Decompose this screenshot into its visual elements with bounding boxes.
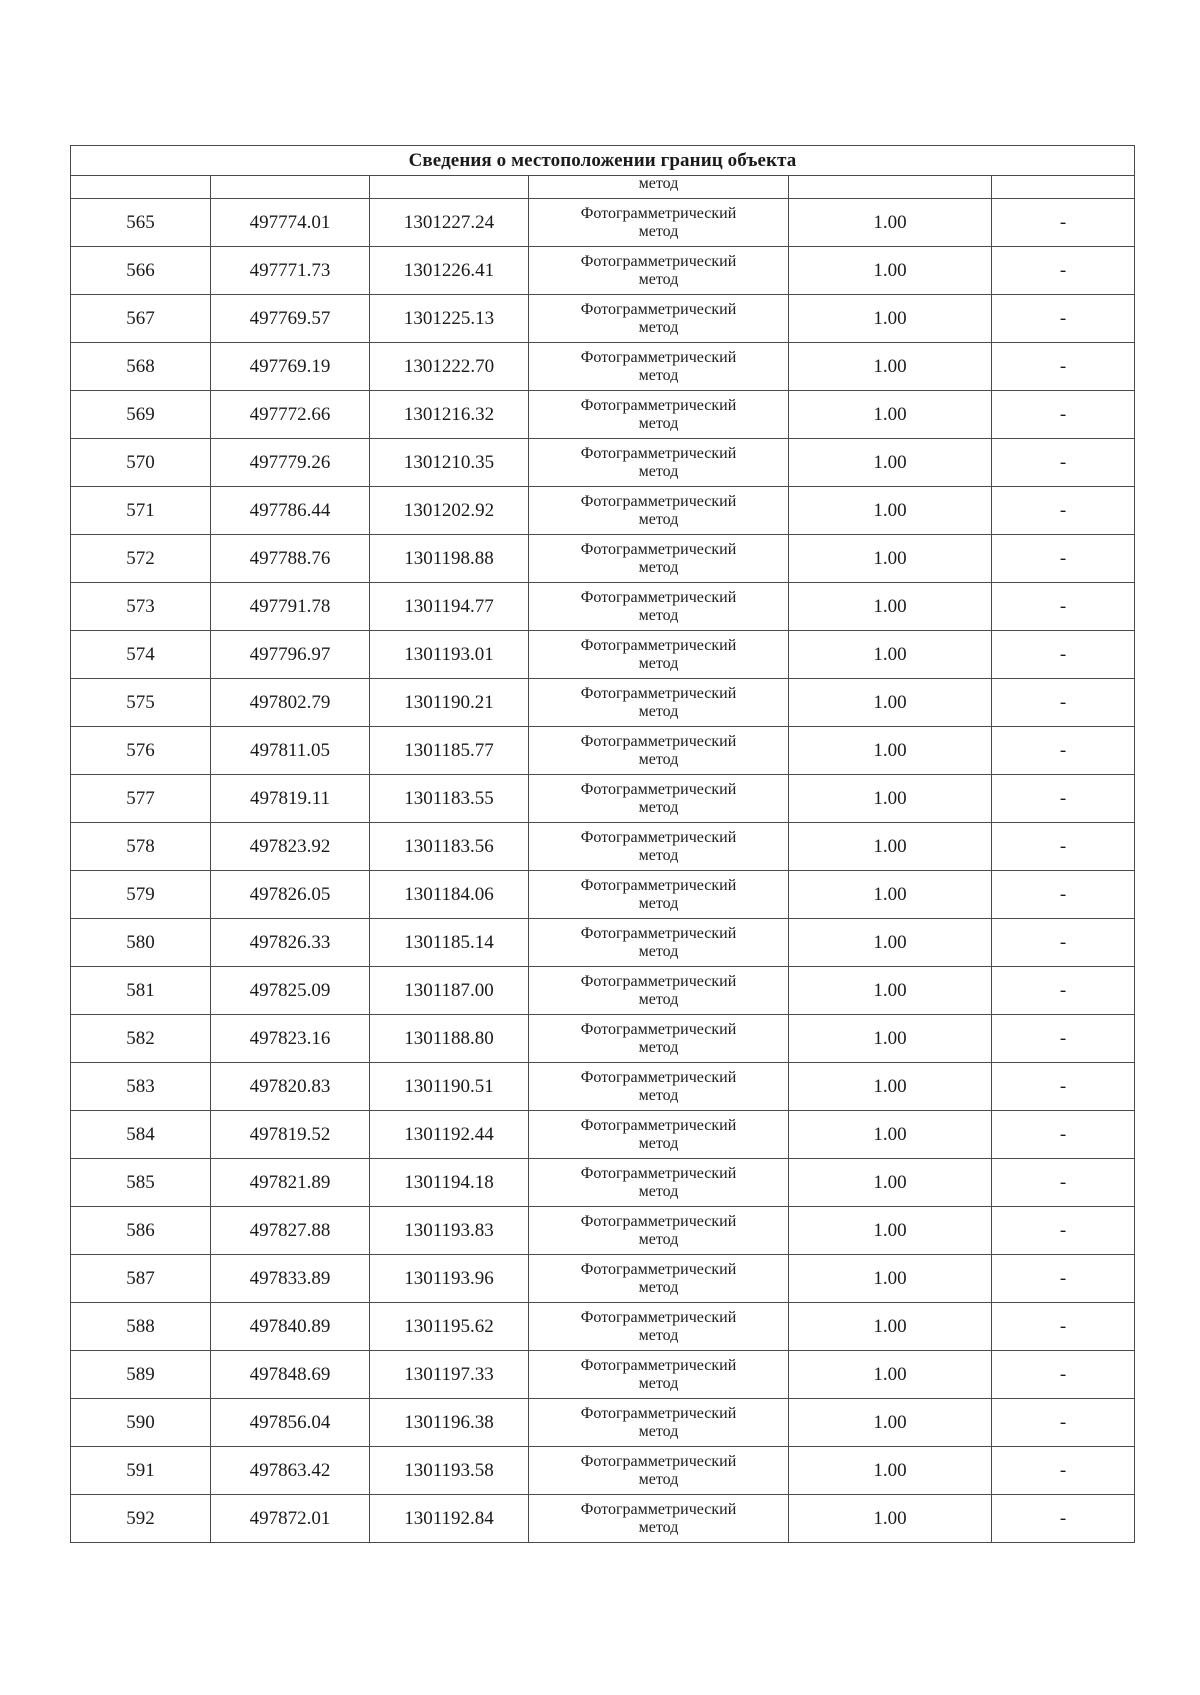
method-line-2: метод — [638, 1038, 679, 1056]
cell-description: - — [992, 823, 1135, 871]
cell-num: 565 — [71, 199, 211, 247]
cell-x: 497825.09 — [211, 967, 370, 1015]
cell-method — [529, 487, 789, 535]
cell-y: 1301193.96 — [370, 1255, 529, 1303]
method-line-1: Фотограмметрический — [580, 732, 737, 750]
cell-method — [529, 1495, 789, 1543]
cell-method — [529, 1159, 789, 1207]
cell-method — [529, 583, 789, 631]
method-line-1: Фотограмметрический — [580, 1500, 737, 1518]
cell-accuracy: 1.00 — [789, 487, 992, 535]
cell-method — [529, 823, 789, 871]
cell-method — [529, 343, 789, 391]
cell-method — [529, 919, 789, 967]
cell-method — [529, 1399, 789, 1447]
cell-accuracy: 1.00 — [789, 1207, 992, 1255]
cell-x: 497827.88 — [211, 1207, 370, 1255]
cell-x: 497796.97 — [211, 631, 370, 679]
cell-description: - — [992, 535, 1135, 583]
cell-x: 497774.01 — [211, 199, 370, 247]
continuation-row — [71, 176, 1135, 199]
method-line-2: метод — [638, 606, 679, 624]
cell-description: - — [992, 247, 1135, 295]
cell-accuracy: 1.00 — [789, 1255, 992, 1303]
table-row — [71, 919, 1135, 967]
cell-x: 497820.83 — [211, 1063, 370, 1111]
method-line-1: Фотограмметрический — [580, 972, 737, 990]
method-line-2: метод — [638, 750, 679, 768]
cell-description: - — [992, 775, 1135, 823]
method-line-1: Фотограмметрический — [580, 876, 737, 894]
method-line-2: метод — [638, 1374, 679, 1392]
cell-description: - — [992, 583, 1135, 631]
table-row — [71, 295, 1135, 343]
method-line-2: метод — [638, 270, 679, 288]
cell-num: 588 — [71, 1303, 211, 1351]
cell-accuracy: 1.00 — [789, 535, 992, 583]
cell-method — [529, 679, 789, 727]
cell-y: 1301183.55 — [370, 775, 529, 823]
cell-accuracy: 1.00 — [789, 391, 992, 439]
cell-x: 497819.11 — [211, 775, 370, 823]
table-row — [71, 679, 1135, 727]
cell-description: - — [992, 391, 1135, 439]
cell-accuracy: 1.00 — [789, 1063, 992, 1111]
cell-accuracy: 1.00 — [789, 1399, 992, 1447]
cell-y: 1301222.70 — [370, 343, 529, 391]
cell-y: 1301196.38 — [370, 1399, 529, 1447]
cell-accuracy: 1.00 — [789, 343, 992, 391]
cell-num: 589 — [71, 1351, 211, 1399]
cell-y: 1301210.35 — [370, 439, 529, 487]
cell-description: - — [992, 1447, 1135, 1495]
cell-num: 575 — [71, 679, 211, 727]
cell-y: 1301193.01 — [370, 631, 529, 679]
cell-accuracy: 1.00 — [789, 199, 992, 247]
cell-method — [529, 727, 789, 775]
cell-num: 591 — [71, 1447, 211, 1495]
cell-description: - — [992, 727, 1135, 775]
cell-num: 574 — [71, 631, 211, 679]
table-row — [71, 1303, 1135, 1351]
cell-method — [529, 1063, 789, 1111]
cell-method — [529, 1255, 789, 1303]
method-line-1: Фотограмметрический — [580, 1452, 737, 1470]
table-row — [71, 1495, 1135, 1543]
cell-x: 497791.78 — [211, 583, 370, 631]
cell-num: 567 — [71, 295, 211, 343]
table-row — [71, 1255, 1135, 1303]
cell-description: - — [992, 487, 1135, 535]
table-row — [71, 631, 1135, 679]
cell-description: - — [992, 871, 1135, 919]
cell-y: 1301195.62 — [370, 1303, 529, 1351]
cell-num: 577 — [71, 775, 211, 823]
cell-description: - — [992, 199, 1135, 247]
cell-description: - — [992, 1015, 1135, 1063]
cell-method — [529, 295, 789, 343]
table-title-row — [71, 146, 1135, 176]
cell-accuracy: 1.00 — [789, 247, 992, 295]
cell-x: 497786.44 — [211, 487, 370, 535]
cell-accuracy: 1.00 — [789, 727, 992, 775]
method-line-1: Фотограмметрический — [580, 540, 737, 558]
method-line-1: Фотограмметрический — [580, 1116, 737, 1134]
cell-num: 584 — [71, 1111, 211, 1159]
cell-description: - — [992, 679, 1135, 727]
cell-x: 497826.33 — [211, 919, 370, 967]
table-row — [71, 775, 1135, 823]
cell-x: 497779.26 — [211, 439, 370, 487]
table-row — [71, 343, 1135, 391]
cell-y: 1301184.06 — [370, 871, 529, 919]
method-line-1: Фотограмметрический — [580, 396, 737, 414]
table-row — [71, 535, 1135, 583]
method-line-2: метод — [638, 222, 679, 240]
table-row — [71, 1159, 1135, 1207]
cell-x: 497823.16 — [211, 1015, 370, 1063]
method-line-1: Фотограмметрический — [580, 828, 737, 846]
method-line-1: Фотограмметрический — [580, 1356, 737, 1374]
cell-accuracy: 1.00 — [789, 631, 992, 679]
table-row — [71, 487, 1135, 535]
method-line-1: Фотограмметрический — [580, 252, 737, 270]
cell-num: 581 — [71, 967, 211, 1015]
table-row — [71, 967, 1135, 1015]
cell-x: 497772.66 — [211, 391, 370, 439]
method-line-2: метод — [638, 1230, 679, 1248]
method-line-2: метод — [638, 1086, 679, 1104]
method-line-1: Фотограмметрический — [580, 588, 737, 606]
cell-description: - — [992, 631, 1135, 679]
cell-y: 1301188.80 — [370, 1015, 529, 1063]
cell-method-tail: метод — [529, 176, 789, 199]
table-row — [71, 439, 1135, 487]
cell-method — [529, 967, 789, 1015]
table-row — [71, 871, 1135, 919]
table-row — [71, 1399, 1135, 1447]
cell-accuracy: 1.00 — [789, 967, 992, 1015]
cell-description: - — [992, 967, 1135, 1015]
cell-num: 578 — [71, 823, 211, 871]
cell-description: - — [992, 919, 1135, 967]
cell-num: 571 — [71, 487, 211, 535]
method-line-2: метод — [638, 1134, 679, 1152]
cell-method — [529, 871, 789, 919]
cell-method — [529, 391, 789, 439]
cell-method — [529, 1015, 789, 1063]
table-row — [71, 1351, 1135, 1399]
method-line-2: метод — [638, 462, 679, 480]
cell-method — [529, 631, 789, 679]
cell-num: 590 — [71, 1399, 211, 1447]
cell-x: 497821.89 — [211, 1159, 370, 1207]
cell-num: 583 — [71, 1063, 211, 1111]
cell-accuracy: 1.00 — [789, 775, 992, 823]
cell-y: 1301193.83 — [370, 1207, 529, 1255]
cell-num: 570 — [71, 439, 211, 487]
table-title: Сведения о местоположении границ объекта — [71, 146, 1135, 176]
cell-accuracy: 1.00 — [789, 1447, 992, 1495]
method-line-1: Фотограмметрический — [580, 204, 737, 222]
cell-x — [211, 176, 370, 199]
method-line-1: Фотограмметрический — [580, 1212, 737, 1230]
cell-description: - — [992, 1495, 1135, 1543]
cell-num: 580 — [71, 919, 211, 967]
cell-x: 497872.01 — [211, 1495, 370, 1543]
cell-description: - — [992, 439, 1135, 487]
cell-accuracy: 1.00 — [789, 823, 992, 871]
method-line-1: Фотограмметрический — [580, 1068, 737, 1086]
cell-accuracy: 1.00 — [789, 679, 992, 727]
cell-num: 585 — [71, 1159, 211, 1207]
cell-y — [370, 176, 529, 199]
cell-accuracy: 1.00 — [789, 439, 992, 487]
cell-y: 1301194.18 — [370, 1159, 529, 1207]
cell-y: 1301185.14 — [370, 919, 529, 967]
cell-method — [529, 199, 789, 247]
cell-x: 497863.42 — [211, 1447, 370, 1495]
table-row — [71, 1015, 1135, 1063]
method-line-2: метод — [638, 1518, 679, 1536]
method-line-2: метод — [638, 846, 679, 864]
cell-y: 1301225.13 — [370, 295, 529, 343]
cell-method — [529, 1447, 789, 1495]
cell-accuracy: 1.00 — [789, 1351, 992, 1399]
cell-method — [529, 439, 789, 487]
cell-y: 1301187.00 — [370, 967, 529, 1015]
cell-num: 569 — [71, 391, 211, 439]
cell-x: 497848.69 — [211, 1351, 370, 1399]
method-line-1: Фотограмметрический — [580, 300, 737, 318]
cell-x: 497771.73 — [211, 247, 370, 295]
cell-x: 497823.92 — [211, 823, 370, 871]
cell-method — [529, 535, 789, 583]
method-line-2: метод — [638, 318, 679, 336]
method-line-1: Фотограмметрический — [580, 492, 737, 510]
cell-y: 1301190.51 — [370, 1063, 529, 1111]
cell-num: 586 — [71, 1207, 211, 1255]
cell-accuracy: 1.00 — [789, 1303, 992, 1351]
table-row — [71, 391, 1135, 439]
cell-y: 1301226.41 — [370, 247, 529, 295]
method-line-1: Фотограмметрический — [580, 444, 737, 462]
method-line-1: Фотограмметрический — [580, 636, 737, 654]
cell-num: 592 — [71, 1495, 211, 1543]
cell-description: - — [992, 1351, 1135, 1399]
method-line-2: метод — [638, 1278, 679, 1296]
cell-description: - — [992, 1255, 1135, 1303]
cell-accuracy: 1.00 — [789, 871, 992, 919]
method-line-2: метод — [638, 798, 679, 816]
cell-accuracy: 1.00 — [789, 1159, 992, 1207]
cell-x: 497811.05 — [211, 727, 370, 775]
cell-accuracy: 1.00 — [789, 1111, 992, 1159]
cell-x: 497856.04 — [211, 1399, 370, 1447]
method-line-2: метод — [638, 414, 679, 432]
method-line-1: Фотограмметрический — [580, 1020, 737, 1038]
method-line-2: метод — [638, 990, 679, 1008]
cell-description — [992, 176, 1135, 199]
cell-num: 576 — [71, 727, 211, 775]
cell-accuracy: 1.00 — [789, 583, 992, 631]
method-line-1: Фотограмметрический — [580, 924, 737, 942]
cell-method — [529, 1303, 789, 1351]
cell-x: 497833.89 — [211, 1255, 370, 1303]
method-line-2: метод — [638, 702, 679, 720]
table-row — [71, 1447, 1135, 1495]
method-line-1: Фотограмметрический — [580, 1164, 737, 1182]
method-line-2: метод — [638, 894, 679, 912]
cell-y: 1301227.24 — [370, 199, 529, 247]
method-line-2: метод — [638, 1326, 679, 1344]
method-line-2: метод — [638, 654, 679, 672]
method-line-1: Фотограмметрический — [580, 780, 737, 798]
cell-accuracy: 1.00 — [789, 919, 992, 967]
cell-accuracy: 1.00 — [789, 1495, 992, 1543]
cell-num: 572 — [71, 535, 211, 583]
cell-description: - — [992, 1303, 1135, 1351]
table-row — [71, 1111, 1135, 1159]
cell-y: 1301197.33 — [370, 1351, 529, 1399]
table-row — [71, 727, 1135, 775]
cell-y: 1301192.84 — [370, 1495, 529, 1543]
cell-method — [529, 1111, 789, 1159]
method-line-1: Фотограмметрический — [580, 1308, 737, 1326]
cell-method — [529, 1207, 789, 1255]
table-row — [71, 823, 1135, 871]
cell-x: 497802.79 — [211, 679, 370, 727]
cell-x: 497826.05 — [211, 871, 370, 919]
table-body — [71, 146, 1135, 1543]
method-line-2: метод — [638, 1422, 679, 1440]
cell-num: 566 — [71, 247, 211, 295]
cell-description: - — [992, 295, 1135, 343]
cell-accuracy — [789, 176, 992, 199]
cell-y: 1301194.77 — [370, 583, 529, 631]
boundary-coordinates-table — [70, 145, 1135, 1543]
cell-y: 1301216.32 — [370, 391, 529, 439]
method-line-1: Фотограмметрический — [580, 1260, 737, 1278]
table-row — [71, 199, 1135, 247]
cell-num: 579 — [71, 871, 211, 919]
cell-description: - — [992, 1111, 1135, 1159]
cell-y: 1301190.21 — [370, 679, 529, 727]
cell-num: 573 — [71, 583, 211, 631]
cell-description: - — [992, 1159, 1135, 1207]
cell-x: 497769.19 — [211, 343, 370, 391]
method-line-2: метод — [638, 558, 679, 576]
table-row — [71, 583, 1135, 631]
method-line-2: метод — [638, 1470, 679, 1488]
cell-x: 497788.76 — [211, 535, 370, 583]
cell-description: - — [992, 1207, 1135, 1255]
cell-num: 582 — [71, 1015, 211, 1063]
table-row — [71, 247, 1135, 295]
cell-method — [529, 775, 789, 823]
method-line-2: метод — [638, 366, 679, 384]
cell-y: 1301193.58 — [370, 1447, 529, 1495]
cell-x: 497769.57 — [211, 295, 370, 343]
cell-num — [71, 176, 211, 199]
cell-y: 1301185.77 — [370, 727, 529, 775]
cell-num: 587 — [71, 1255, 211, 1303]
cell-y: 1301183.56 — [370, 823, 529, 871]
cell-description: - — [992, 1399, 1135, 1447]
method-line-2: метод — [638, 942, 679, 960]
cell-accuracy: 1.00 — [789, 1015, 992, 1063]
cell-method — [529, 247, 789, 295]
table-row — [71, 1063, 1135, 1111]
cell-method — [529, 1351, 789, 1399]
cell-accuracy: 1.00 — [789, 295, 992, 343]
cell-x: 497819.52 — [211, 1111, 370, 1159]
cell-x: 497840.89 — [211, 1303, 370, 1351]
method-line-1: Фотограмметрический — [580, 684, 737, 702]
table-row — [71, 1207, 1135, 1255]
cell-y: 1301202.92 — [370, 487, 529, 535]
method-line-1: Фотограмметрический — [580, 1404, 737, 1422]
cell-description: - — [992, 1063, 1135, 1111]
cell-num: 568 — [71, 343, 211, 391]
cell-description: - — [992, 343, 1135, 391]
method-line-2: метод — [638, 1182, 679, 1200]
cell-y: 1301198.88 — [370, 535, 529, 583]
method-line-1: Фотограмметрический — [580, 348, 737, 366]
method-line-2: метод — [638, 510, 679, 528]
cell-y: 1301192.44 — [370, 1111, 529, 1159]
